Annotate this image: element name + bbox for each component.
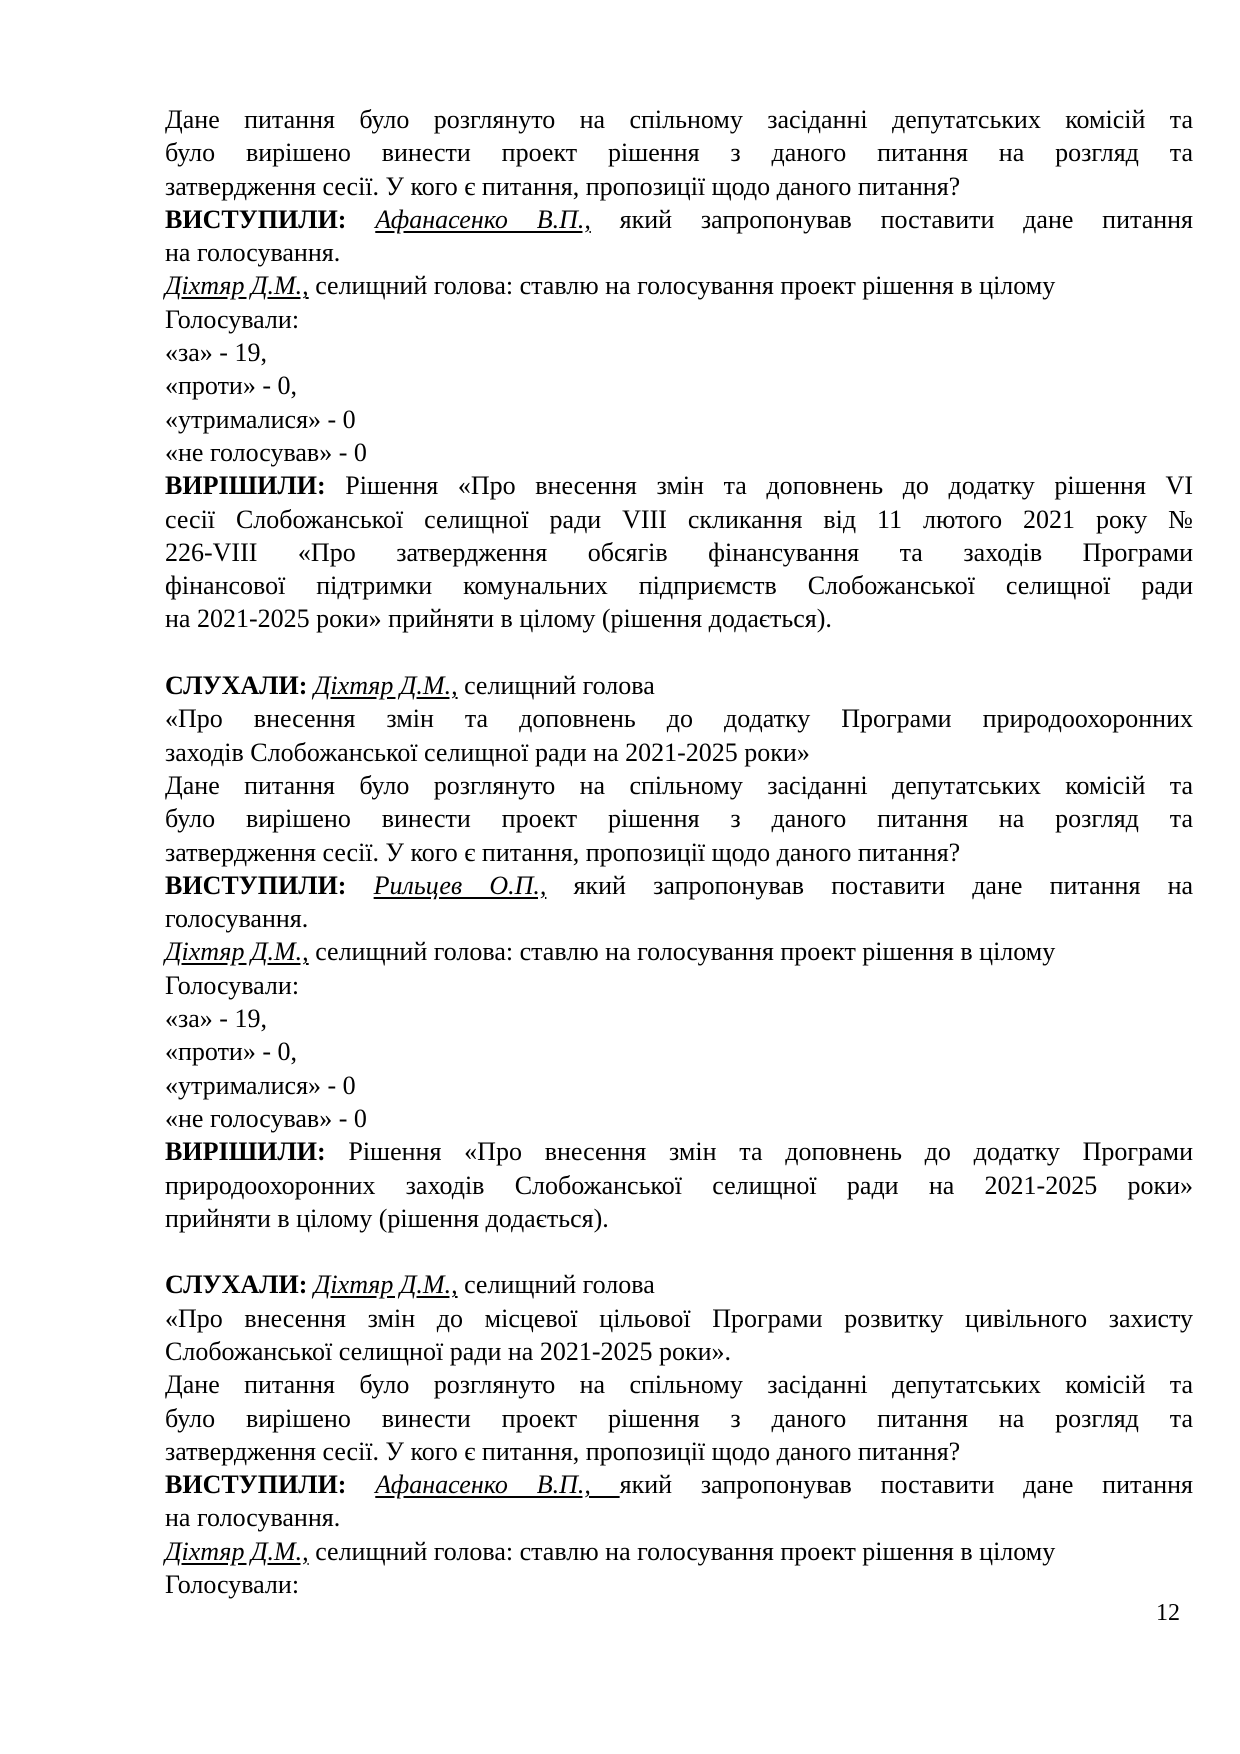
speech-line — [165, 203, 1193, 236]
sluhaly-label: СЛУХАЛИ: — [165, 1270, 308, 1300]
chair-line — [165, 935, 1193, 968]
vote-line: «утрималися» - 0 — [165, 1070, 356, 1100]
decision-line: природоохоронних заходів Слобожанської селищної ради на 2021-2025 роки» — [165, 1170, 1193, 1200]
speech-line — [165, 1468, 1193, 1501]
chair-line — [165, 1535, 1193, 1568]
vote-line: Голосували: — [165, 970, 300, 1000]
chair-name: Діхтяр Д.М., — [165, 271, 309, 301]
vote-line: «за» - 19, — [165, 338, 267, 368]
chair-name: Діхтяр Д.М., — [165, 937, 309, 967]
chair-text: селищний голова: ставлю на голосування проект рішення в цілому — [308, 1536, 1056, 1566]
intro-line: було вирішено винести проект рішення з даного питання на розгляд та — [165, 1403, 1193, 1433]
vote-line: «не голосував» - 0 — [165, 437, 367, 467]
topic-line: Слобожанської селищної ради на 2021-2025 роки». — [165, 1336, 732, 1366]
decision-line: 226-VIII «Про затвердження обсягів фінансування та заходів Програми — [165, 537, 1193, 567]
decision-line: сесії Слобожанської селищної ради VIII скликання від 11 лютого 2021 року № — [165, 504, 1193, 534]
sluhaly-line — [165, 1268, 1193, 1301]
intro-line: затвердження сесії. У кого є питання, пропозиції щодо даного питання? — [165, 837, 961, 867]
speech-line-continued: на голосування. — [165, 238, 341, 268]
decision-line — [165, 1135, 1193, 1168]
sluhaly-text: селищний голова — [457, 671, 655, 701]
chair-text: селищний голова: ставлю на голосування проект рішення в цілому — [308, 271, 1056, 301]
vote-line: «не голосував» - 0 — [165, 1103, 367, 1133]
vote-line: Голосували: — [165, 304, 300, 334]
sluhaly-name: Діхтяр Д.М., — [313, 1270, 458, 1300]
speaker-name: Афанасенко В.П., — [375, 1470, 620, 1500]
vyrishyly-label: ВИРІШИЛИ: — [165, 1137, 326, 1167]
decision-line: прийняти в цілому (рішення додається). — [165, 1203, 609, 1233]
intro-line: Дане питання було розглянуто на спільному засіданні депутатських комісій та — [165, 770, 1193, 800]
speech-line-continued: голосування. — [165, 904, 309, 934]
agenda-item-block — [165, 103, 1193, 636]
vote-line: «проти» - 0, — [165, 1037, 298, 1067]
chair-text: селищний голова: ставлю на голосування проект рішення в цілому — [308, 937, 1056, 967]
speech-line-continued: на голосування. — [165, 1503, 341, 1533]
decision-line: на 2021-2025 роки» прийняти в цілому (рішення додається). — [165, 604, 832, 634]
intro-line: затвердження сесії. У кого є питання, пропозиції щодо даного питання? — [165, 1436, 961, 1466]
page-number: 12 — [1156, 1600, 1180, 1626]
sluhaly-label: СЛУХАЛИ: — [165, 671, 308, 701]
sluhaly-text: селищний голова — [457, 1270, 655, 1300]
topic-line: «Про внесення змін та доповнень до додатку Програми природоохоронних — [165, 704, 1193, 734]
decision-line — [165, 469, 1193, 502]
topic-line: заходів Слобожанської селищної ради на 2021-2025 роки» — [165, 737, 810, 767]
speaker-name: Рильцев О.П., — [373, 870, 547, 900]
vystupyly-label: ВИСТУПИЛИ: — [165, 870, 347, 900]
intro-line: було вирішено винести проект рішення з даного питання на розгляд та — [165, 804, 1193, 834]
agenda-item-block — [165, 669, 1193, 1235]
speech-line — [165, 869, 1193, 902]
decision-text: Рішення «Про внесення змін та доповнень до додатку рішення VI — [325, 471, 1193, 501]
vote-line: «утрималися» - 0 — [165, 404, 356, 434]
chair-name: Діхтяр Д.М., — [165, 1536, 309, 1566]
chair-line — [165, 269, 1193, 302]
speaker-text: який запропонував поставити дане питання на — [546, 870, 1194, 900]
sluhaly-name: Діхтяр Д.М., — [313, 671, 458, 701]
vote-line: «проти» - 0, — [165, 371, 298, 401]
vystupyly-label: ВИСТУПИЛИ: — [165, 1470, 347, 1500]
decision-line: фінансової підтримки комунальних підприємств Слобожанської селищної ради — [165, 571, 1193, 601]
speaker-text: який запропонував поставити дане питання — [590, 204, 1194, 234]
intro-line: Дане питання було розглянуто на спільному засіданні депутатських комісій та — [165, 1370, 1193, 1400]
speaker-name: Афанасенко В.П., — [375, 204, 591, 234]
intro-line: Дане питання було розглянуто на спільному засіданні депутатських комісій та — [165, 105, 1193, 134]
sluhaly-line — [165, 669, 1193, 702]
vyrishyly-label: ВИРІШИЛИ: — [165, 471, 326, 501]
vote-line: «за» - 19, — [165, 1004, 267, 1034]
vote-line: Голосували: — [165, 1570, 300, 1600]
document-body — [165, 103, 1193, 1601]
spacer — [165, 1235, 1193, 1268]
intro-line: затвердження сесії. У кого є питання, пропозиції щодо даного питання? — [165, 171, 961, 201]
spacer — [165, 636, 1193, 669]
intro-line: було вирішено винести проект рішення з даного питання на розгляд та — [165, 138, 1193, 168]
agenda-item-block — [165, 1268, 1193, 1601]
decision-text: Рішення «Про внесення змін та доповнень до додатку Програми — [325, 1137, 1193, 1167]
vystupyly-label: ВИСТУПИЛИ: — [165, 204, 347, 234]
speaker-text: який запропонував поставити дане питання — [619, 1470, 1194, 1500]
topic-line: «Про внесення змін до місцевої цільової Програми розвитку цивільного захисту — [165, 1303, 1193, 1333]
